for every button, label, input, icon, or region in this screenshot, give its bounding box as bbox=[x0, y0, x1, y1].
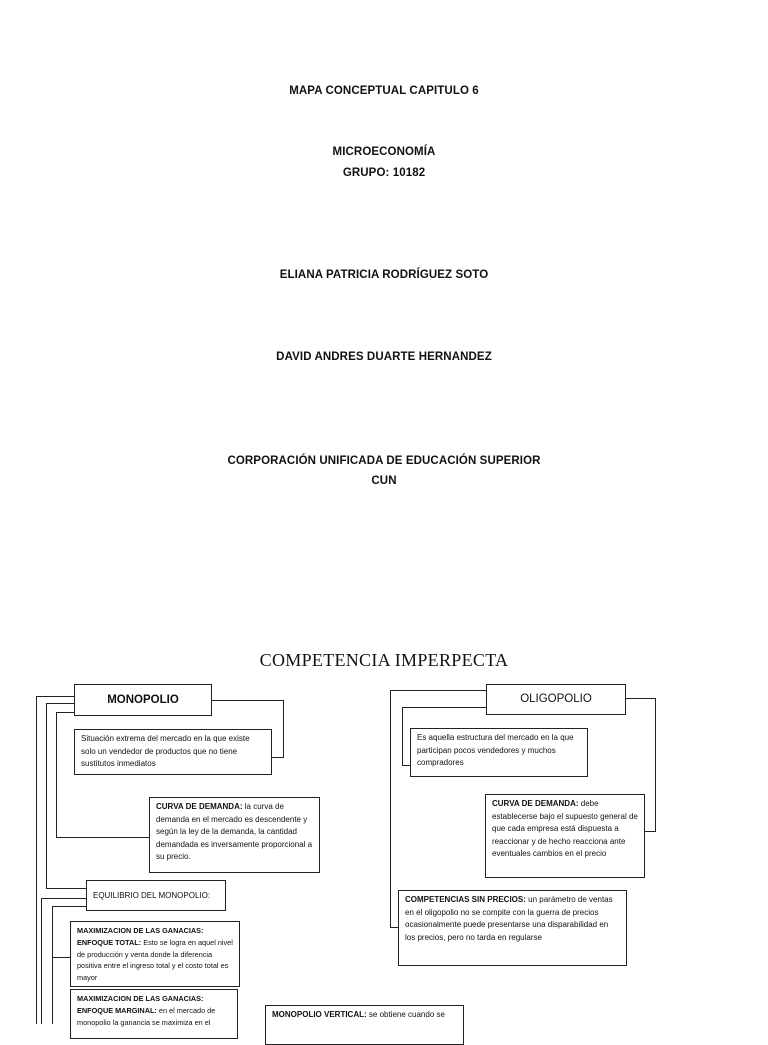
max-profit-total-approach bbox=[70, 921, 240, 987]
monopolio-demand-text: la curva de demanda en el mercado es descendente y según la ley de la demanda, la cantidad demandada es inversamente proporcional a su precio. bbox=[156, 802, 313, 862]
oligopolio-demand-text: debe establecerse bajo el supuesto general de que cada empresa está dispuesta a reaccionar y de hecho reacciona ante eventuales cambios en el precio bbox=[492, 799, 638, 859]
oligopolio-competition-label: COMPETENCIAS SIN PRECIOS: bbox=[405, 895, 526, 904]
max-total-label: MAXIMIZACION DE LAS GANACIAS: ENFOQUE TOTAL: bbox=[77, 926, 204, 947]
max-profit-marginal-approach bbox=[70, 989, 238, 1039]
document-title: MAPA CONCEPTUAL CAPITULO 6 bbox=[289, 85, 479, 97]
institution-name: CORPORACIÓN UNIFICADA DE EDUCACIÓN SUPERIOR bbox=[227, 455, 541, 467]
oligopolio-demand-label: CURVA DE DEMANDA: bbox=[492, 799, 579, 808]
subject-line: MICROECONOMÍA bbox=[332, 146, 436, 158]
monopolio-equilibrium: EQUILIBRIO DEL MONOPOLIO: bbox=[86, 880, 226, 911]
monopolio-heading: MONOPOLIO bbox=[74, 684, 212, 716]
max-marginal-label: MAXIMIZACION DE LAS GANACIAS: ENFOQUE MARGINAL: bbox=[77, 994, 204, 1015]
max-marginal-text: en el mercado de monopolio la ganancia se maximiza en el bbox=[77, 1005, 216, 1027]
vertical-monopoly-label: MONOPOLIO VERTICAL: bbox=[272, 1010, 367, 1019]
oligopolio-non-price-competition bbox=[398, 890, 627, 966]
author-one: ELIANA PATRICIA RODRÍGUEZ SOTO bbox=[279, 269, 489, 281]
monopolio-definition: Situación extrema del mercado en la que existe solo un vendedor de productos que no tiene sustitutos inmediatos bbox=[74, 729, 272, 775]
monopolio-demand-curve bbox=[149, 797, 320, 873]
vertical-monopoly-text: se obtiene cuando se bbox=[366, 1010, 445, 1019]
oligopolio-heading: OLIGOPOLIO bbox=[486, 684, 626, 715]
concept-map-title: COMPETENCIA IMPERPECTA bbox=[259, 650, 509, 670]
oligopolio-demand-curve bbox=[485, 794, 645, 878]
oligopolio-definition: Es aquella estructura del mercado en la que participan pocos vendedores y muchos compradores bbox=[410, 728, 588, 777]
monopolio-demand-label: CURVA DE DEMANDA: bbox=[156, 802, 243, 811]
institution-acronym: CUN bbox=[371, 475, 397, 487]
max-total-text: Esto se logra en aquel nivel de producción y venta donde la diferencia positiva entre el ingreso total y el costo total es mayor bbox=[77, 937, 233, 983]
group-line: GRUPO: 10182 bbox=[342, 167, 426, 179]
oligopolio-competition-text: un parámetro de ventas en el oligopolio no se compite con la guerra de precios ocasionalmente puede presentarse una disparabilidad en los precios, pero no tarda en regularse bbox=[405, 895, 613, 942]
author-two: DAVID ANDRES DUARTE HERNANDEZ bbox=[276, 351, 492, 363]
vertical-monopoly bbox=[265, 1005, 464, 1045]
